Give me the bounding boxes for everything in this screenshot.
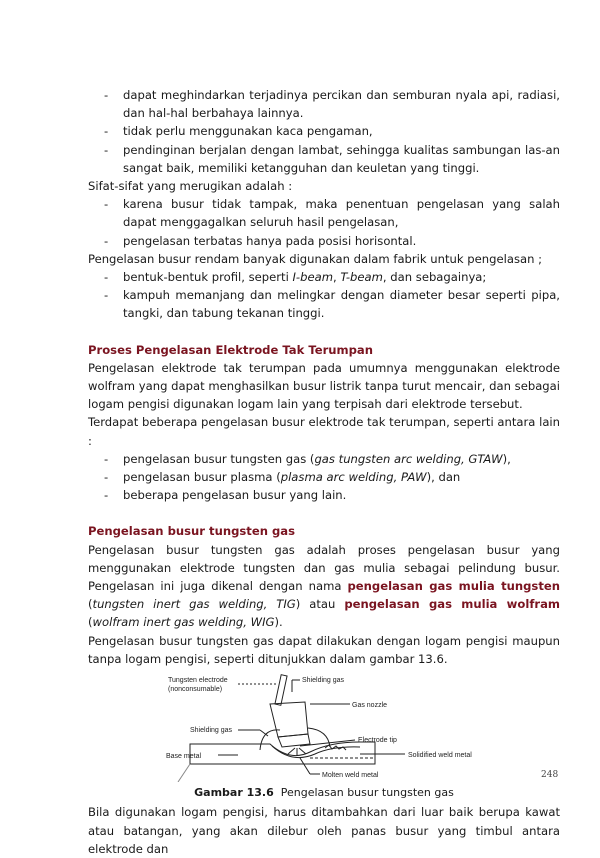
shielding-gas-dome (260, 728, 330, 750)
text-span: ). (274, 615, 283, 630)
list-item: - tidak perlu menggunakan kaca pengaman, (88, 122, 560, 140)
figure-label: Gas nozzle (352, 702, 388, 710)
usage-intro: Pengelasan busur rendam banyak digunakan dalam fabrik untuk pengelasan ; (88, 251, 543, 266)
spacer (88, 323, 560, 341)
list-item: - pendinginan berjalan dengan lambat, sehingga kualitas sambungan las-an sangat baik, memiliki ketangguhan dan keuletan yang tinggi. (88, 141, 560, 177)
caption-text: Pengelasan busur tungsten gas (280, 786, 454, 800)
italic-term: T-beam (340, 270, 383, 285)
list-item: - beberapa pengelasan busur yang lain. (88, 486, 560, 504)
text-span: ), (502, 451, 511, 466)
page-number: 248 (541, 770, 559, 780)
figure-label: Base metal (166, 753, 202, 761)
text-span: ( (88, 597, 93, 612)
list-item: - kampuh memanjang dan melingkar dengan diameter besar seperti pipa, tangki, dan tabung tekanan tinggi. (88, 286, 560, 322)
closing-paragraph: Bila digunakan logam pengisi, harus ditambahkan dari luar baik berupa kawat atau batangan, yang akan dilebur oleh panas busur yang timbul antara elektrode dan (88, 805, 560, 856)
list-intro: Terdapat beberapa pengelasan busur elektrode tak terumpan, seperti antara lain : (88, 415, 560, 448)
advantages-list (88, 86, 560, 177)
section-paragraph: Pengelasan elektrode tak terumpan pada umumnya menggunakan elektrode wolfram yang dapat menghasilkan busur listrik tanpa turut mencair, dan sebagai logam pengisi digunakan logam lain yang terpisah dari elektrode tersebut. (88, 360, 560, 412)
disadvantages-list (88, 195, 560, 250)
nonconsumable-process-list (88, 450, 560, 505)
list-item: - karena busur tidak tampak, maka penentuan pengelasan yang salah dapat menggagalkan seluruh hasil pengelasan, (88, 195, 560, 231)
text-span: , (333, 270, 341, 285)
text-span: bentuk-bentuk profil, seperti (123, 270, 293, 285)
text-span: pengelasan busur plasma ( (123, 470, 281, 485)
leader-line (300, 758, 310, 774)
disadvantages-intro: Sifat-sifat yang merugikan adalah : (88, 179, 293, 194)
italic-term: I-beam (292, 270, 334, 285)
text-span: ) atau (295, 597, 345, 612)
italic-term: plasma arc welding, PAW (280, 470, 427, 485)
text-span: ( (88, 615, 93, 630)
section-heading: Proses Pengelasan Elektrode Tak Terumpan (88, 342, 374, 357)
highlighted-term: pengelasan gas mulia wolfram (344, 597, 560, 612)
caption-number: Gambar 13.6 (194, 786, 274, 800)
weld-bead (272, 746, 360, 758)
gas-nozzle-shape (270, 702, 308, 737)
figure-label: Shielding gas (302, 677, 345, 685)
text-span: Pengelasan busur tungsten gas adalah proses pengelasan busur yang menggunakan elektrode tungsten dan gas mulia sebagai pelindung busur. Pengelasan ini juga dikenal dengan nama (88, 542, 560, 594)
figure-label: Tungsten electrode (168, 677, 228, 685)
italic-term: gas tungsten arc welding, GTAW (314, 451, 503, 466)
list-item (88, 268, 560, 286)
section-heading: Pengelasan busur tungsten gas (88, 524, 296, 539)
text-span: , dan sebagainya; (382, 270, 487, 285)
list-item (88, 468, 560, 486)
italic-term: wolfram inert gas welding, WIG (92, 615, 275, 630)
list-item: - dapat meghindarkan terjadinya percikan dan semburan nyala api, radiasi, dan hal-hal berbahaya lainnya. (88, 86, 560, 122)
figure-label: Electrode tip (358, 737, 397, 745)
section-paragraph: Pengelasan busur tungsten gas dapat dilakukan dengan logam pengisi maupun tanpa logam pengisi, seperti ditunjukkan dalam gambar 13.6. (88, 633, 560, 666)
highlighted-term: pengelasan gas mulia tungsten (347, 579, 560, 594)
gtaw-diagram (160, 672, 480, 782)
electrode-rod (275, 675, 287, 706)
figure-label: Molten weld metal (322, 772, 379, 780)
page-content (88, 86, 560, 858)
figure-caption (88, 784, 560, 802)
text-span: ), dan (426, 470, 461, 485)
italic-term: tungsten inert gas welding, TIG (92, 597, 296, 612)
section-paragraph (88, 541, 560, 632)
figure-label: Solidified weld metal (408, 752, 472, 760)
figure-label: (nonconsumable) (168, 686, 223, 694)
gtaw-figure (160, 672, 480, 782)
figure-label: Shielding gas (190, 727, 233, 735)
leader-line (178, 764, 190, 782)
list-item: - pengelasan terbatas hanya pada posisi horisontal. (88, 232, 560, 250)
list-item (88, 450, 560, 468)
text-span: pengelasan busur tungsten gas ( (123, 451, 315, 466)
usage-list (88, 268, 560, 323)
arc-line (299, 748, 306, 754)
spacer (88, 504, 560, 522)
arc-line (288, 748, 295, 754)
